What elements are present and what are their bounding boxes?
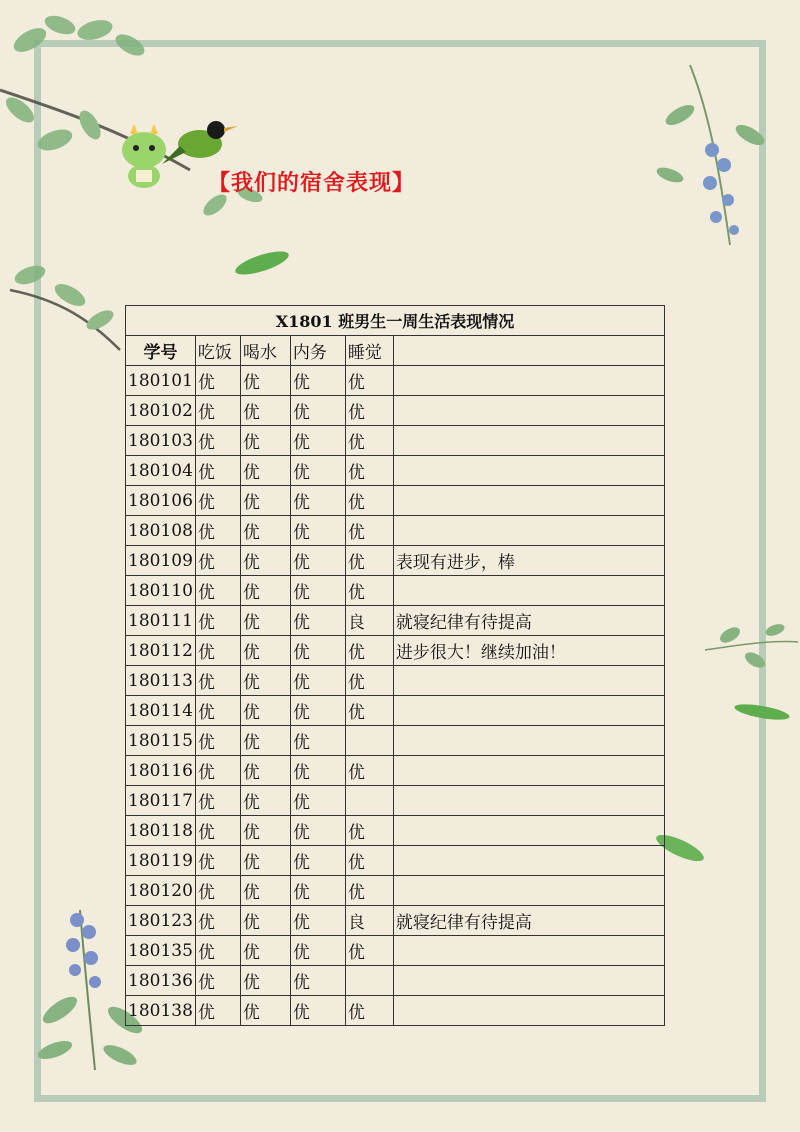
student-id-cell: 180109 <box>126 546 196 576</box>
sleeping-cell: 优 <box>345 846 393 876</box>
eating-cell: 优 <box>195 456 240 486</box>
eating-cell: 优 <box>195 996 240 1026</box>
sleeping-cell: 优 <box>345 456 393 486</box>
sleeping-cell <box>345 726 393 756</box>
header-sleeping: 睡觉 <box>345 336 393 366</box>
drinking-cell: 优 <box>240 966 290 996</box>
table-row <box>126 816 665 846</box>
table-row <box>126 576 665 606</box>
table-row <box>126 936 665 966</box>
student-id-cell: 180118 <box>126 816 196 846</box>
student-id-cell: 180114 <box>126 696 196 726</box>
comment-cell <box>393 726 664 756</box>
student-id-cell: 180116 <box>126 756 196 786</box>
housekeeping-cell: 优 <box>290 906 345 936</box>
housekeeping-cell: 优 <box>290 846 345 876</box>
housekeeping-cell: 优 <box>290 666 345 696</box>
comment-cell <box>393 816 664 846</box>
sleeping-cell: 优 <box>345 546 393 576</box>
housekeeping-cell: 优 <box>290 876 345 906</box>
comment-cell <box>393 456 664 486</box>
drinking-cell: 优 <box>240 546 290 576</box>
table-row <box>126 696 665 726</box>
eating-cell: 优 <box>195 426 240 456</box>
eating-cell: 优 <box>195 936 240 966</box>
student-id-cell: 180106 <box>126 486 196 516</box>
comment-cell <box>393 516 664 546</box>
eating-cell: 优 <box>195 876 240 906</box>
housekeeping-cell: 优 <box>290 786 345 816</box>
eating-cell: 优 <box>195 966 240 996</box>
sleeping-cell <box>345 966 393 996</box>
drinking-cell: 优 <box>240 486 290 516</box>
drinking-cell: 优 <box>240 666 290 696</box>
student-id-cell: 180111 <box>126 606 196 636</box>
housekeeping-cell: 优 <box>290 486 345 516</box>
eating-cell: 优 <box>195 366 240 396</box>
housekeeping-cell: 优 <box>290 726 345 756</box>
housekeeping-cell: 优 <box>290 636 345 666</box>
housekeeping-cell: 优 <box>290 456 345 486</box>
comment-cell <box>393 786 664 816</box>
sleeping-cell: 优 <box>345 576 393 606</box>
table-body <box>126 366 665 1026</box>
eating-cell: 优 <box>195 516 240 546</box>
sleeping-cell: 良 <box>345 906 393 936</box>
housekeeping-cell: 优 <box>290 606 345 636</box>
eating-cell: 优 <box>195 396 240 426</box>
drinking-cell: 优 <box>240 786 290 816</box>
table-row <box>126 396 665 426</box>
student-id-cell: 180136 <box>126 966 196 996</box>
table-row <box>126 966 665 996</box>
table-row <box>126 636 665 666</box>
housekeeping-cell: 优 <box>290 516 345 546</box>
table-title-row <box>126 306 665 336</box>
comment-cell: 就寝纪律有待提高 <box>393 906 664 936</box>
drinking-cell: 优 <box>240 756 290 786</box>
sleeping-cell: 优 <box>345 636 393 666</box>
drinking-cell: 优 <box>240 426 290 456</box>
sleeping-cell: 优 <box>345 396 393 426</box>
sleeping-cell <box>345 786 393 816</box>
header-student-id: 学号 <box>126 336 196 366</box>
eating-cell: 优 <box>195 786 240 816</box>
eating-cell: 优 <box>195 486 240 516</box>
table-header-row <box>126 336 665 366</box>
sleeping-cell: 优 <box>345 876 393 906</box>
student-id-cell: 180117 <box>126 786 196 816</box>
table-row <box>126 666 665 696</box>
student-id-cell: 180103 <box>126 426 196 456</box>
table-row <box>126 756 665 786</box>
table-row <box>126 426 665 456</box>
sleeping-cell: 优 <box>345 756 393 786</box>
drinking-cell: 优 <box>240 456 290 486</box>
eating-cell: 优 <box>195 846 240 876</box>
eating-cell: 优 <box>195 906 240 936</box>
student-id-cell: 180101 <box>126 366 196 396</box>
drinking-cell: 优 <box>240 726 290 756</box>
table-row <box>126 726 665 756</box>
drinking-cell: 优 <box>240 846 290 876</box>
drinking-cell: 优 <box>240 636 290 666</box>
drinking-cell: 优 <box>240 876 290 906</box>
sleeping-cell: 优 <box>345 426 393 456</box>
student-id-cell: 180119 <box>126 846 196 876</box>
housekeeping-cell: 优 <box>290 426 345 456</box>
housekeeping-cell: 优 <box>290 366 345 396</box>
comment-cell: 表现有进步，棒 <box>393 546 664 576</box>
housekeeping-cell: 优 <box>290 966 345 996</box>
comment-cell <box>393 846 664 876</box>
student-id-cell: 180113 <box>126 666 196 696</box>
student-id-cell: 180104 <box>126 456 196 486</box>
drinking-cell: 优 <box>240 996 290 1026</box>
comment-cell <box>393 696 664 726</box>
housekeeping-cell: 优 <box>290 546 345 576</box>
drinking-cell: 优 <box>240 606 290 636</box>
dorm-performance-table <box>125 305 665 1026</box>
header-housekeeping: 内务 <box>290 336 345 366</box>
housekeeping-cell: 优 <box>290 996 345 1026</box>
eating-cell: 优 <box>195 726 240 756</box>
table-row <box>126 846 665 876</box>
comment-cell: 就寝纪律有待提高 <box>393 606 664 636</box>
sleeping-cell: 优 <box>345 516 393 546</box>
housekeeping-cell: 优 <box>290 756 345 786</box>
table-row <box>126 366 665 396</box>
leaf-sprig-right <box>700 610 800 720</box>
comment-cell: 进步很大！继续加油！ <box>393 636 664 666</box>
eating-cell: 优 <box>195 606 240 636</box>
comment-cell <box>393 936 664 966</box>
flower-branch-top-right <box>650 55 790 255</box>
student-id-cell: 180138 <box>126 996 196 1026</box>
table-row <box>126 456 665 486</box>
eating-cell: 优 <box>195 576 240 606</box>
sleeping-cell: 良 <box>345 606 393 636</box>
dragon-mascot-icon <box>112 122 176 192</box>
header-eating: 吃饭 <box>195 336 240 366</box>
table-row <box>126 996 665 1026</box>
comment-cell <box>393 396 664 426</box>
student-id-cell: 180123 <box>126 906 196 936</box>
student-id-cell: 180110 <box>126 576 196 606</box>
comment-cell <box>393 576 664 606</box>
housekeeping-cell: 优 <box>290 696 345 726</box>
sleeping-cell: 优 <box>345 696 393 726</box>
eating-cell: 优 <box>195 666 240 696</box>
student-id-cell: 180135 <box>126 936 196 966</box>
comment-cell <box>393 486 664 516</box>
student-id-cell: 180108 <box>126 516 196 546</box>
drinking-cell: 优 <box>240 396 290 426</box>
drinking-cell: 优 <box>240 696 290 726</box>
housekeeping-cell: 优 <box>290 396 345 426</box>
housekeeping-cell: 优 <box>290 576 345 606</box>
header-drinking: 喝水 <box>240 336 290 366</box>
comment-cell <box>393 366 664 396</box>
comment-cell <box>393 996 664 1026</box>
eating-cell: 优 <box>195 816 240 846</box>
drinking-cell: 优 <box>240 936 290 966</box>
comment-cell <box>393 426 664 456</box>
drinking-cell: 优 <box>240 816 290 846</box>
table-row <box>126 546 665 576</box>
sleeping-cell: 优 <box>345 996 393 1026</box>
sleeping-cell: 优 <box>345 816 393 846</box>
sleeping-cell: 优 <box>345 666 393 696</box>
drinking-cell: 优 <box>240 576 290 606</box>
drinking-cell: 优 <box>240 906 290 936</box>
sleeping-cell: 优 <box>345 486 393 516</box>
drinking-cell: 优 <box>240 516 290 546</box>
table-row <box>126 906 665 936</box>
student-id-cell: 180120 <box>126 876 196 906</box>
eating-cell: 优 <box>195 636 240 666</box>
housekeeping-cell: 优 <box>290 816 345 846</box>
student-id-cell: 180115 <box>126 726 196 756</box>
comment-cell <box>393 876 664 906</box>
table-row <box>126 786 665 816</box>
comment-cell <box>393 756 664 786</box>
drinking-cell: 优 <box>240 366 290 396</box>
table-row <box>126 516 665 546</box>
table-row <box>126 486 665 516</box>
housekeeping-cell: 优 <box>290 936 345 966</box>
student-id-cell: 180112 <box>126 636 196 666</box>
eating-cell: 优 <box>195 546 240 576</box>
eating-cell: 优 <box>195 696 240 726</box>
table-row <box>126 876 665 906</box>
page-heading: 【我们的宿舍表现】 <box>208 170 416 196</box>
eating-cell: 优 <box>195 756 240 786</box>
sleeping-cell: 优 <box>345 936 393 966</box>
comment-cell <box>393 666 664 696</box>
student-id-cell: 180102 <box>126 396 196 426</box>
comment-cell <box>393 966 664 996</box>
header-comment <box>393 336 664 366</box>
table-title: X1801 班男生一周生活表现情况 <box>126 306 665 336</box>
sleeping-cell: 优 <box>345 366 393 396</box>
table-row <box>126 606 665 636</box>
